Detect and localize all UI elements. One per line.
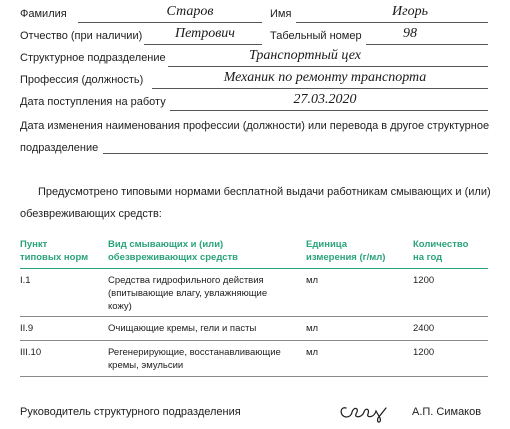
row3-type: Регенерирующие, восстанавливающие кремы, эмульсии xyxy=(108,347,281,371)
patronymic-value: Петрович xyxy=(174,26,235,41)
hire-value: 27.03.2020 xyxy=(293,92,357,107)
row1-rule xyxy=(20,316,488,317)
table-header-unit: Единица измерения (г/мл) xyxy=(306,239,386,263)
head-label: Руководитель структурного подразделения xyxy=(20,406,241,418)
row3-item: III.10 xyxy=(20,347,42,358)
row2-rule xyxy=(20,340,488,341)
change-label-line1: Дата изменения наименования профессии (должности) или перевода в другое структурное xyxy=(20,120,490,132)
surname-line xyxy=(78,22,262,23)
dept-label: Структурное подразделение xyxy=(20,52,166,64)
row2-item: II.9 xyxy=(20,323,34,334)
surname-value: Старов xyxy=(166,4,214,19)
tabnum-label: Табельный номер xyxy=(270,30,362,42)
profession-value: Механик по ремонту транспорта xyxy=(223,70,427,85)
row3-unit: мл xyxy=(306,347,319,358)
table-header-type: Вид смывающих и (или) обезвреживающих средств xyxy=(108,239,238,263)
dept-value: Транспортный цех xyxy=(248,48,362,63)
row1-qty: 1200 xyxy=(413,275,435,286)
signature xyxy=(338,396,394,424)
row1-unit: мл xyxy=(306,275,319,286)
row2-type: Очищающие кремы, гели и пасты xyxy=(108,323,257,334)
name-line xyxy=(296,22,488,23)
profession-label: Профессия (должность) xyxy=(20,74,144,86)
table-header-qty: Количество на год xyxy=(413,239,469,263)
intro-line-2: обезвреживающих средств: xyxy=(20,208,162,220)
profession-line xyxy=(152,88,488,89)
table-header-rule xyxy=(20,268,488,269)
row3-qty: 1200 xyxy=(413,347,435,358)
tabnum-value: 98 xyxy=(403,26,417,41)
row3-rule xyxy=(20,376,488,377)
hire-label: Дата поступления на работу xyxy=(20,96,166,108)
row1-item: I.1 xyxy=(20,275,31,286)
patronymic-label: Отчество (при наличии) xyxy=(20,30,143,42)
hire-line xyxy=(170,110,488,111)
surname-label: Фамилия xyxy=(20,8,67,20)
patronymic-line xyxy=(144,44,262,45)
table-header-item: Пункт типовых норм xyxy=(20,239,89,263)
head-name: А.П. Симаков xyxy=(412,406,482,418)
change-line xyxy=(103,153,488,154)
change-label-line2: подразделение xyxy=(20,142,99,154)
intro-line-1: Предусмотрено типовыми нормами бесплатной выдачи работникам смывающих и (или) xyxy=(38,186,491,198)
name-label: Имя xyxy=(270,8,292,20)
row2-unit: мл xyxy=(306,323,319,334)
row2-qty: 2400 xyxy=(413,323,435,334)
name-value: Игорь xyxy=(392,4,428,19)
dept-line xyxy=(168,66,488,67)
row1-type: Средства гидрофильного действия (впитывающие влагу, увлажняющие кожу) xyxy=(108,275,268,312)
tabnum-line xyxy=(366,44,488,45)
